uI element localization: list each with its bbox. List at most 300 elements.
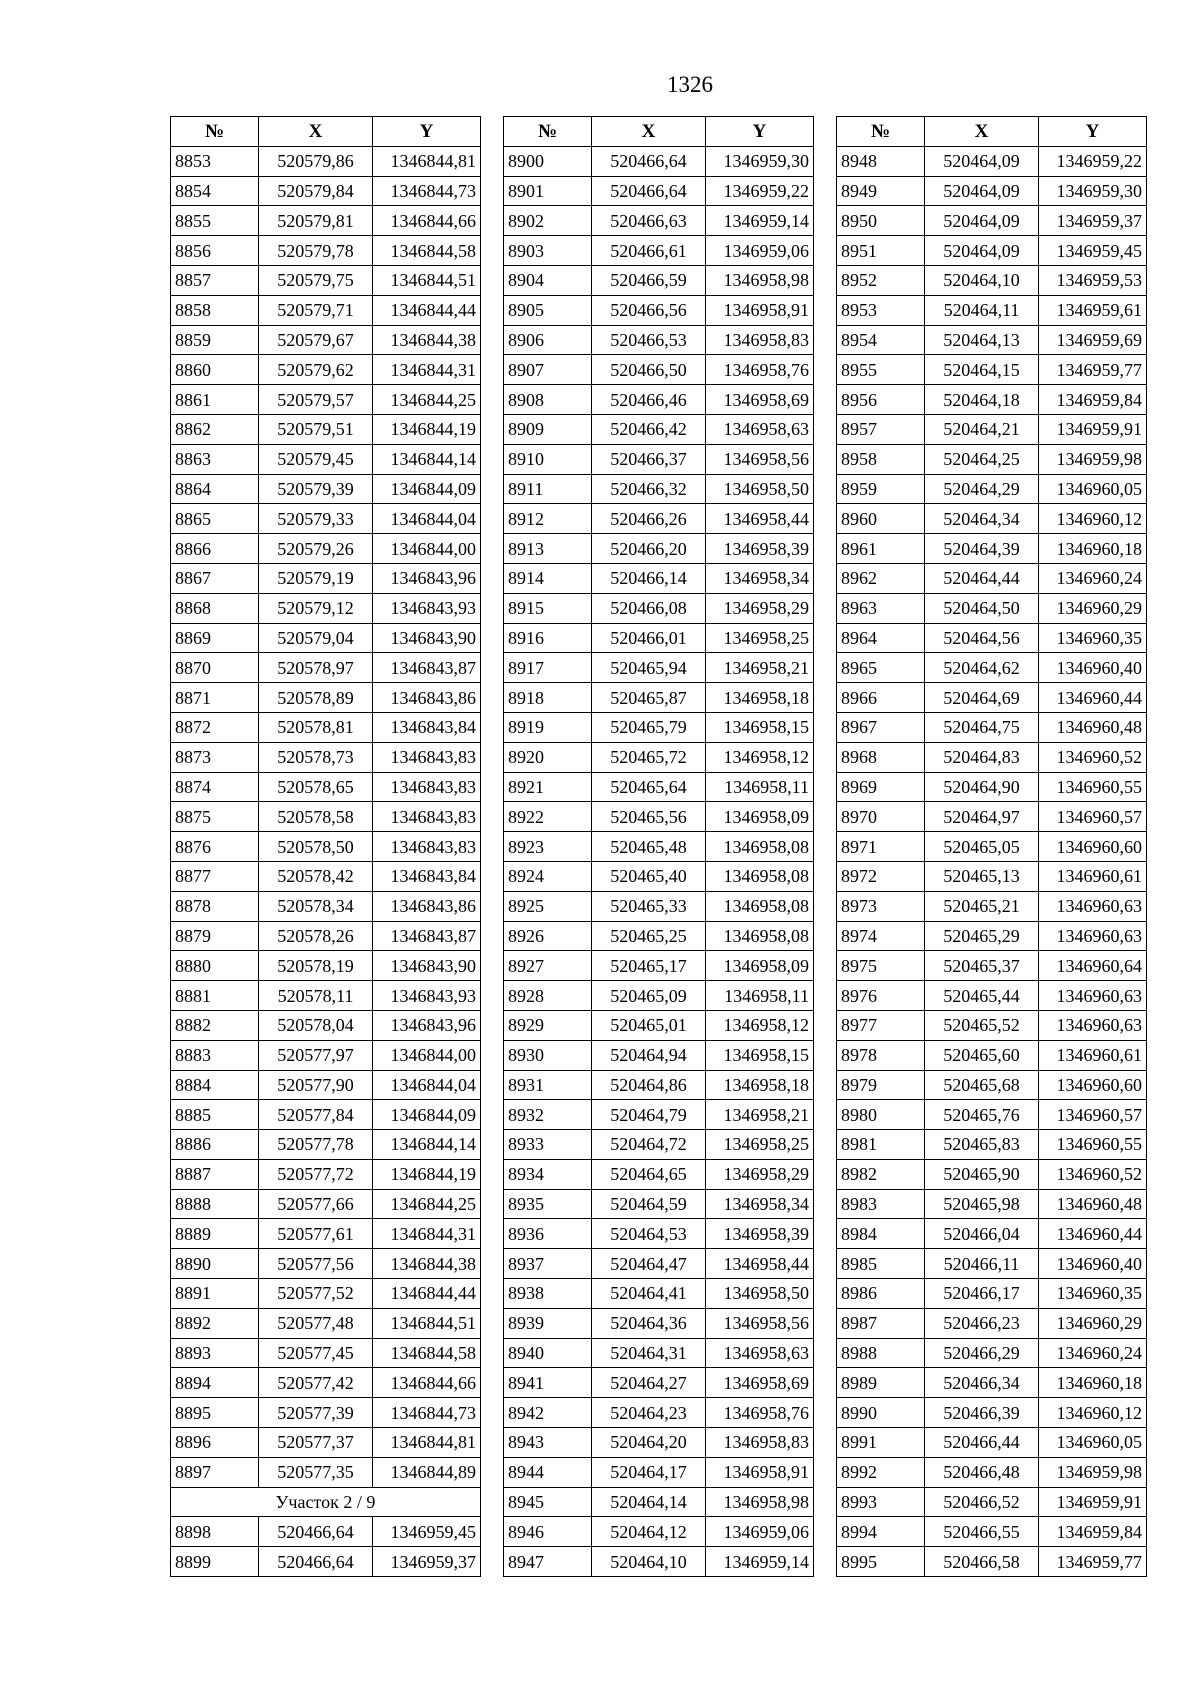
table-row [837, 981, 1147, 1011]
table-row [837, 772, 1147, 802]
table-row [171, 1130, 481, 1160]
y-coordinate-cell: 1346959,37 [373, 1547, 481, 1577]
x-coordinate-cell: 520464,79 [592, 1100, 706, 1130]
table-row [837, 1070, 1147, 1100]
table-row [171, 1159, 481, 1189]
y-coordinate-cell: 1346844,51 [373, 1308, 481, 1338]
table-row [837, 1547, 1147, 1577]
x-coordinate-cell: 520464,25 [925, 444, 1039, 474]
table-row [504, 593, 814, 623]
table-row [504, 444, 814, 474]
point-number-cell: 8882 [171, 1010, 259, 1040]
x-coordinate-cell: 520578,34 [259, 891, 373, 921]
y-coordinate-cell: 1346844,66 [373, 206, 481, 236]
x-coordinate-cell: 520577,52 [259, 1279, 373, 1309]
point-number-cell: 8908 [504, 385, 592, 415]
point-number-cell: 8895 [171, 1398, 259, 1428]
y-coordinate-cell: 1346960,57 [1039, 802, 1147, 832]
x-coordinate-cell: 520466,48 [925, 1457, 1039, 1487]
point-number-cell: 8866 [171, 534, 259, 564]
table-row [837, 146, 1147, 176]
point-number-cell: 8971 [837, 832, 925, 862]
coordinates-table-2 [503, 116, 814, 1577]
x-coordinate-cell: 520464,41 [592, 1279, 706, 1309]
point-number-cell: 8973 [837, 891, 925, 921]
table-row [171, 1100, 481, 1130]
point-number-cell: 8859 [171, 325, 259, 355]
y-coordinate-cell: 1346844,38 [373, 1249, 481, 1279]
point-number-cell: 8909 [504, 414, 592, 444]
x-coordinate-cell: 520579,45 [259, 444, 373, 474]
point-number-cell: 8883 [171, 1040, 259, 1070]
table-row [504, 265, 814, 295]
point-number-cell: 8959 [837, 474, 925, 504]
point-number-cell: 8862 [171, 414, 259, 444]
point-number-cell: 8935 [504, 1189, 592, 1219]
y-coordinate-cell: 1346960,05 [1039, 474, 1147, 504]
table-row [504, 742, 814, 772]
y-coordinate-cell: 1346958,50 [706, 1279, 814, 1309]
table-row [171, 1428, 481, 1458]
y-coordinate-cell: 1346844,31 [373, 355, 481, 385]
x-coordinate-cell: 520578,97 [259, 653, 373, 683]
x-coordinate-cell: 520464,15 [925, 355, 1039, 385]
table-row [171, 176, 481, 206]
point-number-cell: 8855 [171, 206, 259, 236]
y-coordinate-cell: 1346960,48 [1039, 1189, 1147, 1219]
point-number-cell: 8878 [171, 891, 259, 921]
y-coordinate-cell: 1346959,45 [373, 1517, 481, 1547]
y-coordinate-cell: 1346843,93 [373, 981, 481, 1011]
table-row [837, 1487, 1147, 1517]
point-number-cell: 8861 [171, 385, 259, 415]
y-coordinate-cell: 1346958,56 [706, 444, 814, 474]
column-header-x: X [592, 117, 706, 147]
table-row [837, 1517, 1147, 1547]
point-number-cell: 8927 [504, 951, 592, 981]
point-number-cell: 8868 [171, 593, 259, 623]
x-coordinate-cell: 520577,37 [259, 1428, 373, 1458]
table-row [837, 1249, 1147, 1279]
table-row [171, 385, 481, 415]
table-row [504, 1368, 814, 1398]
x-coordinate-cell: 520464,39 [925, 534, 1039, 564]
x-coordinate-cell: 520577,45 [259, 1338, 373, 1368]
point-number-cell: 8965 [837, 653, 925, 683]
x-coordinate-cell: 520579,86 [259, 146, 373, 176]
y-coordinate-cell: 1346958,15 [706, 712, 814, 742]
x-coordinate-cell: 520464,69 [925, 683, 1039, 713]
table-row [837, 1428, 1147, 1458]
table-row [837, 1279, 1147, 1309]
x-coordinate-cell: 520466,63 [592, 206, 706, 236]
table-row [837, 861, 1147, 891]
x-coordinate-cell: 520466,44 [925, 1428, 1039, 1458]
y-coordinate-cell: 1346844,25 [373, 1189, 481, 1219]
point-number-cell: 8960 [837, 504, 925, 534]
y-coordinate-cell: 1346959,06 [706, 1517, 814, 1547]
table-row [837, 1130, 1147, 1160]
y-coordinate-cell: 1346960,12 [1039, 504, 1147, 534]
table-row [171, 355, 481, 385]
y-coordinate-cell: 1346844,38 [373, 325, 481, 355]
table-row [837, 683, 1147, 713]
y-coordinate-cell: 1346958,76 [706, 1398, 814, 1428]
column-header-number: № [837, 117, 925, 147]
x-coordinate-cell: 520466,23 [925, 1308, 1039, 1338]
y-coordinate-cell: 1346959,22 [1039, 146, 1147, 176]
table-row [504, 295, 814, 325]
table-row [837, 802, 1147, 832]
point-number-cell: 8922 [504, 802, 592, 832]
y-coordinate-cell: 1346958,50 [706, 474, 814, 504]
y-coordinate-cell: 1346959,53 [1039, 265, 1147, 295]
point-number-cell: 8881 [171, 981, 259, 1011]
point-number-cell: 8976 [837, 981, 925, 1011]
table-row [171, 593, 481, 623]
table-row [171, 1010, 481, 1040]
point-number-cell: 8980 [837, 1100, 925, 1130]
x-coordinate-cell: 520577,78 [259, 1130, 373, 1160]
y-coordinate-cell: 1346958,63 [706, 414, 814, 444]
x-coordinate-cell: 520466,64 [592, 176, 706, 206]
y-coordinate-cell: 1346958,91 [706, 1457, 814, 1487]
x-coordinate-cell: 520579,12 [259, 593, 373, 623]
point-number-cell: 8905 [504, 295, 592, 325]
y-coordinate-cell: 1346844,73 [373, 176, 481, 206]
x-coordinate-cell: 520466,08 [592, 593, 706, 623]
point-number-cell: 8899 [171, 1547, 259, 1577]
table-row [504, 534, 814, 564]
table-row [504, 951, 814, 981]
point-number-cell: 8933 [504, 1130, 592, 1160]
point-number-cell: 8854 [171, 176, 259, 206]
y-coordinate-cell: 1346844,58 [373, 236, 481, 266]
point-number-cell: 8870 [171, 653, 259, 683]
point-number-cell: 8992 [837, 1457, 925, 1487]
y-coordinate-cell: 1346843,93 [373, 593, 481, 623]
x-coordinate-cell: 520466,04 [925, 1219, 1039, 1249]
x-coordinate-cell: 520466,64 [259, 1547, 373, 1577]
point-number-cell: 8961 [837, 534, 925, 564]
point-number-cell: 8914 [504, 563, 592, 593]
point-number-cell: 8887 [171, 1159, 259, 1189]
point-number-cell: 8987 [837, 1308, 925, 1338]
x-coordinate-cell: 520465,05 [925, 832, 1039, 862]
table-row [504, 325, 814, 355]
point-number-cell: 8928 [504, 981, 592, 1011]
table-row [171, 683, 481, 713]
point-number-cell: 8877 [171, 861, 259, 891]
table-row [504, 891, 814, 921]
x-coordinate-cell: 520466,39 [925, 1398, 1039, 1428]
table-row [171, 772, 481, 802]
y-coordinate-cell: 1346960,63 [1039, 1010, 1147, 1040]
table-row [171, 861, 481, 891]
y-coordinate-cell: 1346844,00 [373, 1040, 481, 1070]
y-coordinate-cell: 1346844,04 [373, 504, 481, 534]
y-coordinate-cell: 1346959,98 [1039, 444, 1147, 474]
point-number-cell: 8918 [504, 683, 592, 713]
point-number-cell: 8903 [504, 236, 592, 266]
column-header-x: X [259, 117, 373, 147]
table-row [171, 1070, 481, 1100]
y-coordinate-cell: 1346960,35 [1039, 623, 1147, 653]
table-row [504, 414, 814, 444]
y-coordinate-cell: 1346844,73 [373, 1398, 481, 1428]
x-coordinate-cell: 520464,12 [592, 1517, 706, 1547]
y-coordinate-cell: 1346843,90 [373, 951, 481, 981]
table-header-row [171, 117, 481, 147]
y-coordinate-cell: 1346958,91 [706, 295, 814, 325]
coordinates-table-1 [170, 116, 481, 1577]
table-row [171, 1040, 481, 1070]
column-header-y: Y [1039, 117, 1147, 147]
point-number-cell: 8951 [837, 236, 925, 266]
table-row [837, 265, 1147, 295]
y-coordinate-cell: 1346844,81 [373, 146, 481, 176]
point-number-cell: 8894 [171, 1368, 259, 1398]
x-coordinate-cell: 520577,56 [259, 1249, 373, 1279]
y-coordinate-cell: 1346958,34 [706, 1189, 814, 1219]
x-coordinate-cell: 520464,21 [925, 414, 1039, 444]
table-row [171, 1338, 481, 1368]
x-coordinate-cell: 520579,84 [259, 176, 373, 206]
x-coordinate-cell: 520579,71 [259, 295, 373, 325]
point-number-cell: 8953 [837, 295, 925, 325]
y-coordinate-cell: 1346843,86 [373, 891, 481, 921]
table-row [171, 802, 481, 832]
x-coordinate-cell: 520465,68 [925, 1070, 1039, 1100]
y-coordinate-cell: 1346960,18 [1039, 534, 1147, 564]
table-row [837, 653, 1147, 683]
y-coordinate-cell: 1346958,56 [706, 1308, 814, 1338]
point-number-cell: 8939 [504, 1308, 592, 1338]
y-coordinate-cell: 1346960,60 [1039, 832, 1147, 862]
y-coordinate-cell: 1346958,98 [706, 1487, 814, 1517]
x-coordinate-cell: 520465,29 [925, 921, 1039, 951]
table-row [837, 236, 1147, 266]
point-number-cell: 8873 [171, 742, 259, 772]
y-coordinate-cell: 1346843,84 [373, 861, 481, 891]
table-row [837, 832, 1147, 862]
x-coordinate-cell: 520577,72 [259, 1159, 373, 1189]
x-coordinate-cell: 520579,26 [259, 534, 373, 564]
y-coordinate-cell: 1346960,63 [1039, 921, 1147, 951]
x-coordinate-cell: 520464,62 [925, 653, 1039, 683]
x-coordinate-cell: 520464,23 [592, 1398, 706, 1428]
y-coordinate-cell: 1346958,11 [706, 981, 814, 1011]
y-coordinate-cell: 1346844,81 [373, 1428, 481, 1458]
table-row [504, 802, 814, 832]
x-coordinate-cell: 520466,64 [592, 146, 706, 176]
x-coordinate-cell: 520579,51 [259, 414, 373, 444]
y-coordinate-cell: 1346959,61 [1039, 295, 1147, 325]
table-row [171, 474, 481, 504]
table-row [504, 563, 814, 593]
table-row [171, 712, 481, 742]
table-header-row [837, 117, 1147, 147]
table-row [837, 1159, 1147, 1189]
table-row [837, 1219, 1147, 1249]
x-coordinate-cell: 520579,67 [259, 325, 373, 355]
x-coordinate-cell: 520464,56 [925, 623, 1039, 653]
table-row [171, 534, 481, 564]
table-row [837, 474, 1147, 504]
table-row [837, 176, 1147, 206]
table-row [837, 921, 1147, 951]
point-number-cell: 8875 [171, 802, 259, 832]
x-coordinate-cell: 520465,52 [925, 1010, 1039, 1040]
table-row [837, 593, 1147, 623]
point-number-cell: 8994 [837, 1517, 925, 1547]
x-coordinate-cell: 520465,37 [925, 951, 1039, 981]
x-coordinate-cell: 520577,66 [259, 1189, 373, 1219]
point-number-cell: 8915 [504, 593, 592, 623]
y-coordinate-cell: 1346959,84 [1039, 385, 1147, 415]
point-number-cell: 8995 [837, 1547, 925, 1577]
table-row [504, 712, 814, 742]
table-row [504, 1308, 814, 1338]
x-coordinate-cell: 520466,53 [592, 325, 706, 355]
y-coordinate-cell: 1346958,34 [706, 563, 814, 593]
point-number-cell: 8966 [837, 683, 925, 713]
point-number-cell: 8932 [504, 1100, 592, 1130]
table-row [171, 1308, 481, 1338]
y-coordinate-cell: 1346844,09 [373, 474, 481, 504]
y-coordinate-cell: 1346960,29 [1039, 593, 1147, 623]
table-row [837, 1368, 1147, 1398]
x-coordinate-cell: 520577,84 [259, 1100, 373, 1130]
table-row [504, 1338, 814, 1368]
point-number-cell: 8989 [837, 1368, 925, 1398]
y-coordinate-cell: 1346958,11 [706, 772, 814, 802]
point-number-cell: 8985 [837, 1249, 925, 1279]
y-coordinate-cell: 1346960,61 [1039, 1040, 1147, 1070]
x-coordinate-cell: 520577,35 [259, 1457, 373, 1487]
table-row [837, 385, 1147, 415]
x-coordinate-cell: 520465,60 [925, 1040, 1039, 1070]
point-number-cell: 8910 [504, 444, 592, 474]
x-coordinate-cell: 520466,29 [925, 1338, 1039, 1368]
x-coordinate-cell: 520465,25 [592, 921, 706, 951]
point-number-cell: 8949 [837, 176, 925, 206]
x-coordinate-cell: 520466,34 [925, 1368, 1039, 1398]
table-row [171, 921, 481, 951]
x-coordinate-cell: 520465,17 [592, 951, 706, 981]
table-row [837, 951, 1147, 981]
table-row [171, 265, 481, 295]
point-number-cell: 8911 [504, 474, 592, 504]
y-coordinate-cell: 1346960,12 [1039, 1398, 1147, 1428]
y-coordinate-cell: 1346958,08 [706, 832, 814, 862]
x-coordinate-cell: 520466,56 [592, 295, 706, 325]
x-coordinate-cell: 520464,34 [925, 504, 1039, 534]
point-number-cell: 8958 [837, 444, 925, 474]
point-number-cell: 8954 [837, 325, 925, 355]
y-coordinate-cell: 1346958,08 [706, 861, 814, 891]
y-coordinate-cell: 1346844,04 [373, 1070, 481, 1100]
point-number-cell: 8986 [837, 1279, 925, 1309]
y-coordinate-cell: 1346844,19 [373, 1159, 481, 1189]
section-label: Участок 2 / 9 [171, 1487, 481, 1517]
point-number-cell: 8900 [504, 146, 592, 176]
table-row [837, 1338, 1147, 1368]
point-number-cell: 8937 [504, 1249, 592, 1279]
x-coordinate-cell: 520577,61 [259, 1219, 373, 1249]
point-number-cell: 8940 [504, 1338, 592, 1368]
x-coordinate-cell: 520464,29 [925, 474, 1039, 504]
table-row [504, 1517, 814, 1547]
x-coordinate-cell: 520577,42 [259, 1368, 373, 1398]
table-row [504, 653, 814, 683]
table-row [504, 1279, 814, 1309]
point-number-cell: 8906 [504, 325, 592, 355]
point-number-cell: 8957 [837, 414, 925, 444]
x-coordinate-cell: 520579,75 [259, 265, 373, 295]
point-number-cell: 8979 [837, 1070, 925, 1100]
x-coordinate-cell: 520465,44 [925, 981, 1039, 1011]
y-coordinate-cell: 1346844,19 [373, 414, 481, 444]
y-coordinate-cell: 1346958,76 [706, 355, 814, 385]
point-number-cell: 8942 [504, 1398, 592, 1428]
y-coordinate-cell: 1346958,29 [706, 593, 814, 623]
point-number-cell: 8970 [837, 802, 925, 832]
table-row [504, 474, 814, 504]
point-number-cell: 8945 [504, 1487, 592, 1517]
section-row [171, 1487, 481, 1517]
table-row [837, 623, 1147, 653]
point-number-cell: 8871 [171, 683, 259, 713]
point-number-cell: 8896 [171, 1428, 259, 1458]
point-number-cell: 8967 [837, 712, 925, 742]
y-coordinate-cell: 1346958,63 [706, 1338, 814, 1368]
x-coordinate-cell: 520577,90 [259, 1070, 373, 1100]
x-coordinate-cell: 520579,39 [259, 474, 373, 504]
x-coordinate-cell: 520465,48 [592, 832, 706, 862]
point-number-cell: 8948 [837, 146, 925, 176]
point-number-cell: 8912 [504, 504, 592, 534]
y-coordinate-cell: 1346844,51 [373, 265, 481, 295]
table-row [171, 623, 481, 653]
column-header-x: X [925, 117, 1039, 147]
table-row [504, 176, 814, 206]
y-coordinate-cell: 1346959,84 [1039, 1517, 1147, 1547]
table-row [504, 355, 814, 385]
table-row [504, 861, 814, 891]
x-coordinate-cell: 520466,32 [592, 474, 706, 504]
point-number-cell: 8886 [171, 1130, 259, 1160]
x-coordinate-cell: 520466,01 [592, 623, 706, 653]
column-header-y: Y [373, 117, 481, 147]
table-row [171, 1219, 481, 1249]
point-number-cell: 8930 [504, 1040, 592, 1070]
point-number-cell: 8865 [171, 504, 259, 534]
y-coordinate-cell: 1346960,48 [1039, 712, 1147, 742]
x-coordinate-cell: 520464,44 [925, 563, 1039, 593]
x-coordinate-cell: 520579,04 [259, 623, 373, 653]
point-number-cell: 8946 [504, 1517, 592, 1547]
x-coordinate-cell: 520464,09 [925, 146, 1039, 176]
x-coordinate-cell: 520466,50 [592, 355, 706, 385]
point-number-cell: 8993 [837, 1487, 925, 1517]
table-row [504, 1159, 814, 1189]
table-row [504, 772, 814, 802]
point-number-cell: 8853 [171, 146, 259, 176]
table-row [504, 921, 814, 951]
x-coordinate-cell: 520466,14 [592, 563, 706, 593]
y-coordinate-cell: 1346844,89 [373, 1457, 481, 1487]
